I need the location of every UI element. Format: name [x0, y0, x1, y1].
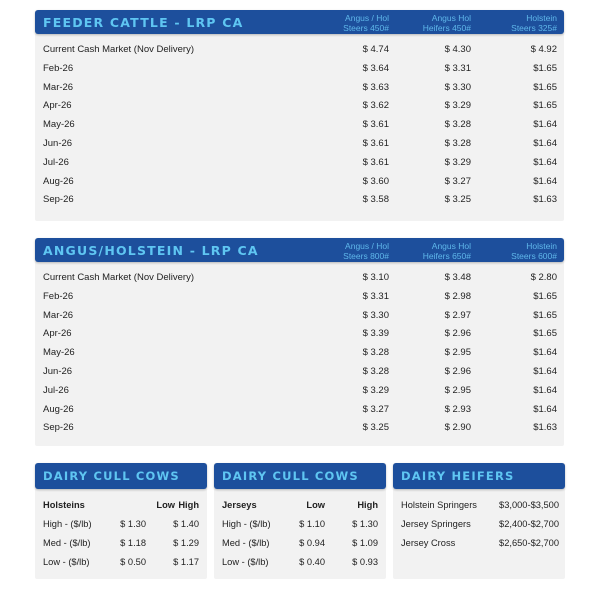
row-value-1: $ 3.61 [362, 156, 389, 168]
row-value-1: $ 3.62 [362, 100, 389, 112]
feeder-row [35, 41, 564, 60]
row-label: Jul-26 [43, 384, 69, 396]
row-value-1: $ 3.27 [362, 403, 389, 415]
row-label: Jul-26 [43, 156, 69, 168]
row-value-3: $1.64 [533, 365, 557, 377]
row-value-3: $1.65 [533, 290, 557, 302]
row-label: Mar-26 [43, 81, 74, 93]
cull-low: $ 0.94 [299, 538, 325, 548]
row-value-2: $ 4.30 [444, 44, 471, 55]
row-value-3: $ 2.80 [530, 272, 557, 283]
row-label: Aug-26 [43, 175, 74, 187]
row-value-3: $1.63 [533, 422, 557, 434]
feeder-row [35, 97, 564, 116]
cull-high: $ 0.93 [352, 557, 378, 567]
angus-rows [35, 269, 564, 438]
jersey-cull-head-high: High [357, 500, 378, 510]
angus-row [35, 382, 564, 401]
cull-low: $ 1.18 [120, 538, 146, 548]
holstein-cull-table [35, 496, 207, 572]
cull-low: $ 1.10 [299, 519, 325, 529]
feeder-row [35, 135, 564, 154]
cull-label: Med - ($/lb) [43, 538, 91, 548]
row-label: Current Cash Market (Nov Delivery) [43, 272, 194, 283]
holstein_culls-row [35, 553, 207, 572]
row-label: Feb-26 [43, 290, 74, 302]
feeder-cattle-title: FEEDER CATTLE - LRP CA [43, 14, 244, 30]
row-value-2: $ 2.90 [444, 422, 471, 434]
cull-high: $ 1.29 [173, 538, 199, 548]
feeder-row [35, 154, 564, 173]
holstein_culls-row [35, 515, 207, 534]
heifer-label: Holstein Springers [401, 500, 477, 510]
jersey_culls-row [214, 553, 386, 572]
cull-high: $ 1.40 [173, 519, 199, 529]
jersey-cull-cows-panel [214, 463, 386, 579]
angus-holstein-panel [35, 238, 564, 446]
row-label: May-26 [43, 347, 75, 359]
row-value-3: $1.64 [533, 175, 557, 187]
row-value-1: $ 3.61 [362, 119, 389, 131]
row-value-1: $ 3.63 [362, 81, 389, 93]
dairy-heifers-panel [393, 463, 565, 579]
row-value-3: $1.64 [533, 403, 557, 415]
cull-high: $ 1.17 [173, 557, 199, 567]
row-value-2: $ 3.28 [444, 137, 471, 149]
row-value-1: $ 3.60 [362, 175, 389, 187]
row-value-2: $ 3.31 [444, 62, 471, 74]
row-value-2: $ 3.28 [444, 119, 471, 131]
feeder-col-3-header: Holstein Steers 325# [511, 13, 557, 33]
feeder-row [35, 79, 564, 98]
row-label: Current Cash Market (Nov Delivery) [43, 44, 194, 55]
row-value-2: $ 2.93 [444, 403, 471, 415]
row-value-1: $ 4.74 [362, 44, 389, 55]
heifer-price-range: $2,400-$2,700 [499, 519, 559, 529]
row-value-3: $1.63 [533, 194, 557, 206]
row-value-3: $1.64 [533, 119, 557, 131]
holstein_culls-row [35, 534, 207, 553]
row-value-2: $ 2.97 [444, 309, 471, 321]
angus-row [35, 363, 564, 382]
cull-low: $ 0.50 [120, 557, 146, 567]
dairy-heifers-title: DAIRY HEIFERS [401, 469, 515, 483]
angus-row [35, 401, 564, 420]
row-value-1: $ 3.25 [362, 422, 389, 434]
holstein-cull-head-row [35, 496, 207, 515]
holstein-cull-header [35, 463, 207, 489]
cull-label: Med - ($/lb) [222, 538, 270, 548]
cull-low: $ 1.30 [120, 519, 146, 529]
row-value-3: $1.64 [533, 137, 557, 149]
row-value-3: $1.65 [533, 100, 557, 112]
row-value-2: $ 3.48 [444, 272, 471, 283]
angus-row [35, 344, 564, 363]
heifer-price-range: $3,000-$3,500 [499, 500, 559, 510]
angus-col-3-header: Holstein Steers 600# [511, 241, 557, 261]
row-value-1: $ 3.39 [362, 328, 389, 340]
holstein-cull-title: DAIRY CULL COWS [43, 469, 180, 483]
heifer-row [393, 534, 565, 553]
holstein-cull-head-label: Holsteins [43, 500, 85, 510]
jersey-cull-head-low: Low [306, 500, 325, 510]
jersey-cull-head-row [214, 496, 386, 515]
row-value-3: $ 4.92 [530, 44, 557, 55]
row-value-1: $ 3.64 [362, 62, 389, 74]
feeder-row [35, 191, 564, 210]
row-value-3: $1.64 [533, 347, 557, 359]
cull-label: High - ($/lb) [222, 519, 271, 529]
angus-holstein-header [35, 238, 564, 262]
row-value-2: $ 3.29 [444, 156, 471, 168]
cull-label: Low - ($/lb) [43, 557, 90, 567]
holstein-cull-head-high: High [178, 500, 199, 510]
row-value-3: $1.64 [533, 156, 557, 168]
angus-col-1-header: Angus / Hol Steers 800# [343, 241, 389, 261]
row-value-1: $ 3.61 [362, 137, 389, 149]
heifer-row [393, 515, 565, 534]
angus-row [35, 419, 564, 438]
heifer-label: Jersey Cross [401, 538, 456, 548]
row-value-3: $1.64 [533, 384, 557, 396]
row-value-3: $1.65 [533, 309, 557, 321]
row-value-2: $ 2.98 [444, 290, 471, 302]
row-value-1: $ 3.28 [362, 347, 389, 359]
row-label: Jun-26 [43, 137, 73, 149]
feeder-rows [35, 41, 564, 210]
row-label: Mar-26 [43, 309, 74, 321]
angus-row [35, 269, 564, 288]
row-value-3: $1.65 [533, 328, 557, 340]
row-value-1: $ 3.31 [362, 290, 389, 302]
row-value-1: $ 3.58 [362, 194, 389, 206]
cull-low: $ 0.40 [299, 557, 325, 567]
row-value-1: $ 3.10 [362, 272, 389, 283]
row-value-2: $ 2.95 [444, 347, 471, 359]
feeder-row [35, 173, 564, 192]
jersey-cull-head-label: Jerseys [222, 500, 257, 510]
row-value-2: $ 3.30 [444, 81, 471, 93]
row-label: Jun-26 [43, 365, 73, 377]
dairy-heifers-table [393, 496, 565, 553]
holstein-cull-cows-panel [35, 463, 207, 579]
row-label: Apr-26 [43, 100, 72, 112]
feeder-cattle-header [35, 10, 564, 34]
row-label: Apr-26 [43, 328, 72, 340]
angus-row [35, 307, 564, 326]
cull-high: $ 1.30 [352, 519, 378, 529]
angus-col-2-header: Angus Hol Heifers 650# [422, 241, 471, 261]
row-value-2: $ 3.29 [444, 100, 471, 112]
cull-label: Low - ($/lb) [222, 557, 269, 567]
row-value-1: $ 3.28 [362, 365, 389, 377]
feeder-cattle-panel [35, 10, 564, 221]
angus-holstein-title: ANGUS/HOLSTEIN - LRP CA [43, 242, 259, 258]
heifer-price-range: $2,650-$2,700 [499, 538, 559, 548]
row-value-3: $1.65 [533, 81, 557, 93]
jersey-cull-table [214, 496, 386, 572]
row-label: Sep-26 [43, 194, 74, 206]
heifer-label: Jersey Springers [401, 519, 471, 529]
row-value-2: $ 3.27 [444, 175, 471, 187]
feeder-row [35, 116, 564, 135]
cull-label: High - ($/lb) [43, 519, 92, 529]
row-label: May-26 [43, 119, 75, 131]
angus-row [35, 325, 564, 344]
feeder-col-2-header: Angus Hol Heifers 450# [422, 13, 471, 33]
row-value-2: $ 2.96 [444, 365, 471, 377]
jersey_culls-row [214, 534, 386, 553]
dairy-heifers-header [393, 463, 565, 489]
angus-row [35, 288, 564, 307]
jersey-cull-header [214, 463, 386, 489]
row-value-2: $ 3.25 [444, 194, 471, 206]
heifer-row [393, 496, 565, 515]
row-value-1: $ 3.29 [362, 384, 389, 396]
jersey-cull-title: DAIRY CULL COWS [222, 469, 359, 483]
holstein-cull-head-low: Low [156, 500, 175, 510]
row-value-1: $ 3.30 [362, 309, 389, 321]
cull-high: $ 1.09 [352, 538, 378, 548]
row-value-3: $1.65 [533, 62, 557, 74]
row-label: Aug-26 [43, 403, 74, 415]
row-value-2: $ 2.95 [444, 384, 471, 396]
jersey_culls-row [214, 515, 386, 534]
feeder-col-1-header: Angus / Hol Steers 450# [343, 13, 389, 33]
row-label: Sep-26 [43, 422, 74, 434]
row-label: Feb-26 [43, 62, 74, 74]
row-value-2: $ 2.96 [444, 328, 471, 340]
feeder-row [35, 60, 564, 79]
